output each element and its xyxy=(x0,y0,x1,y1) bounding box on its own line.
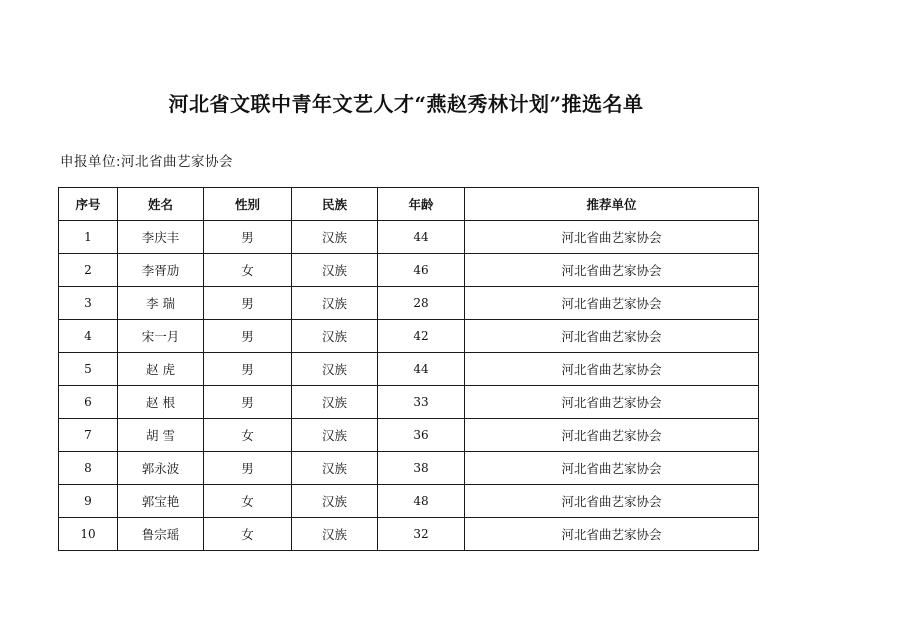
cell-name: 赵 虎 xyxy=(118,353,204,386)
cell-gender: 男 xyxy=(204,287,292,320)
cell-name: 郭永波 xyxy=(118,452,204,485)
cell-gender: 男 xyxy=(204,320,292,353)
cell-gender: 男 xyxy=(204,221,292,254)
cell-name: 郭宝艳 xyxy=(118,485,204,518)
cell-ethnicity: 汉族 xyxy=(292,452,378,485)
table-row xyxy=(59,452,759,485)
cell-ethnicity: 汉族 xyxy=(292,320,378,353)
cell-age: 33 xyxy=(378,386,465,419)
cell-unit: 河北省曲艺家协会 xyxy=(465,353,759,386)
table-row xyxy=(59,254,759,287)
header-index: 序号 xyxy=(59,188,118,221)
table-row xyxy=(59,353,759,386)
table-row xyxy=(59,485,759,518)
cell-index: 4 xyxy=(59,320,118,353)
table-row xyxy=(59,386,759,419)
cell-unit: 河北省曲艺家协会 xyxy=(465,452,759,485)
header-recommending-unit: 推荐单位 xyxy=(465,188,759,221)
cell-ethnicity: 汉族 xyxy=(292,221,378,254)
cell-age: 36 xyxy=(378,419,465,452)
cell-age: 32 xyxy=(378,518,465,551)
nominee-table xyxy=(58,187,759,551)
cell-index: 2 xyxy=(59,254,118,287)
reporting-unit: 申报单位:河北省曲艺家协会 xyxy=(60,154,234,170)
cell-gender: 男 xyxy=(204,386,292,419)
cell-ethnicity: 汉族 xyxy=(292,419,378,452)
cell-unit: 河北省曲艺家协会 xyxy=(465,485,759,518)
cell-ethnicity: 汉族 xyxy=(292,254,378,287)
table-row xyxy=(59,287,759,320)
cell-name: 李 瑞 xyxy=(118,287,204,320)
cell-index: 3 xyxy=(59,287,118,320)
cell-index: 6 xyxy=(59,386,118,419)
cell-gender: 女 xyxy=(204,485,292,518)
cell-unit: 河北省曲艺家协会 xyxy=(465,518,759,551)
cell-name: 李胥劢 xyxy=(118,254,204,287)
header-gender: 性别 xyxy=(204,188,292,221)
cell-name: 宋一月 xyxy=(118,320,204,353)
cell-unit: 河北省曲艺家协会 xyxy=(465,419,759,452)
cell-name: 胡 雪 xyxy=(118,419,204,452)
cell-age: 48 xyxy=(378,485,465,518)
cell-unit: 河北省曲艺家协会 xyxy=(465,254,759,287)
cell-unit: 河北省曲艺家协会 xyxy=(465,320,759,353)
cell-name: 赵 根 xyxy=(118,386,204,419)
page-title: 河北省文联中青年文艺人才“燕赵秀林计划”推选名单 xyxy=(168,92,644,116)
table-row xyxy=(59,320,759,353)
cell-index: 1 xyxy=(59,221,118,254)
cell-index: 7 xyxy=(59,419,118,452)
cell-index: 8 xyxy=(59,452,118,485)
cell-gender: 男 xyxy=(204,353,292,386)
table-row xyxy=(59,518,759,551)
table-row xyxy=(59,419,759,452)
cell-ethnicity: 汉族 xyxy=(292,518,378,551)
cell-name: 李庆丰 xyxy=(118,221,204,254)
header-ethnicity: 民族 xyxy=(292,188,378,221)
cell-ethnicity: 汉族 xyxy=(292,353,378,386)
table-header-row xyxy=(59,188,759,221)
cell-ethnicity: 汉族 xyxy=(292,386,378,419)
cell-gender: 女 xyxy=(204,254,292,287)
cell-age: 44 xyxy=(378,353,465,386)
cell-age: 44 xyxy=(378,221,465,254)
cell-unit: 河北省曲艺家协会 xyxy=(465,221,759,254)
cell-unit: 河北省曲艺家协会 xyxy=(465,287,759,320)
cell-age: 46 xyxy=(378,254,465,287)
cell-gender: 女 xyxy=(204,419,292,452)
cell-age: 28 xyxy=(378,287,465,320)
cell-ethnicity: 汉族 xyxy=(292,485,378,518)
cell-index: 9 xyxy=(59,485,118,518)
table-row xyxy=(59,221,759,254)
cell-index: 10 xyxy=(59,518,118,551)
header-name: 姓名 xyxy=(118,188,204,221)
cell-gender: 女 xyxy=(204,518,292,551)
cell-gender: 男 xyxy=(204,452,292,485)
header-age: 年龄 xyxy=(378,188,465,221)
cell-index: 5 xyxy=(59,353,118,386)
cell-ethnicity: 汉族 xyxy=(292,287,378,320)
cell-name: 鲁宗瑶 xyxy=(118,518,204,551)
cell-unit: 河北省曲艺家协会 xyxy=(465,386,759,419)
cell-age: 38 xyxy=(378,452,465,485)
cell-age: 42 xyxy=(378,320,465,353)
